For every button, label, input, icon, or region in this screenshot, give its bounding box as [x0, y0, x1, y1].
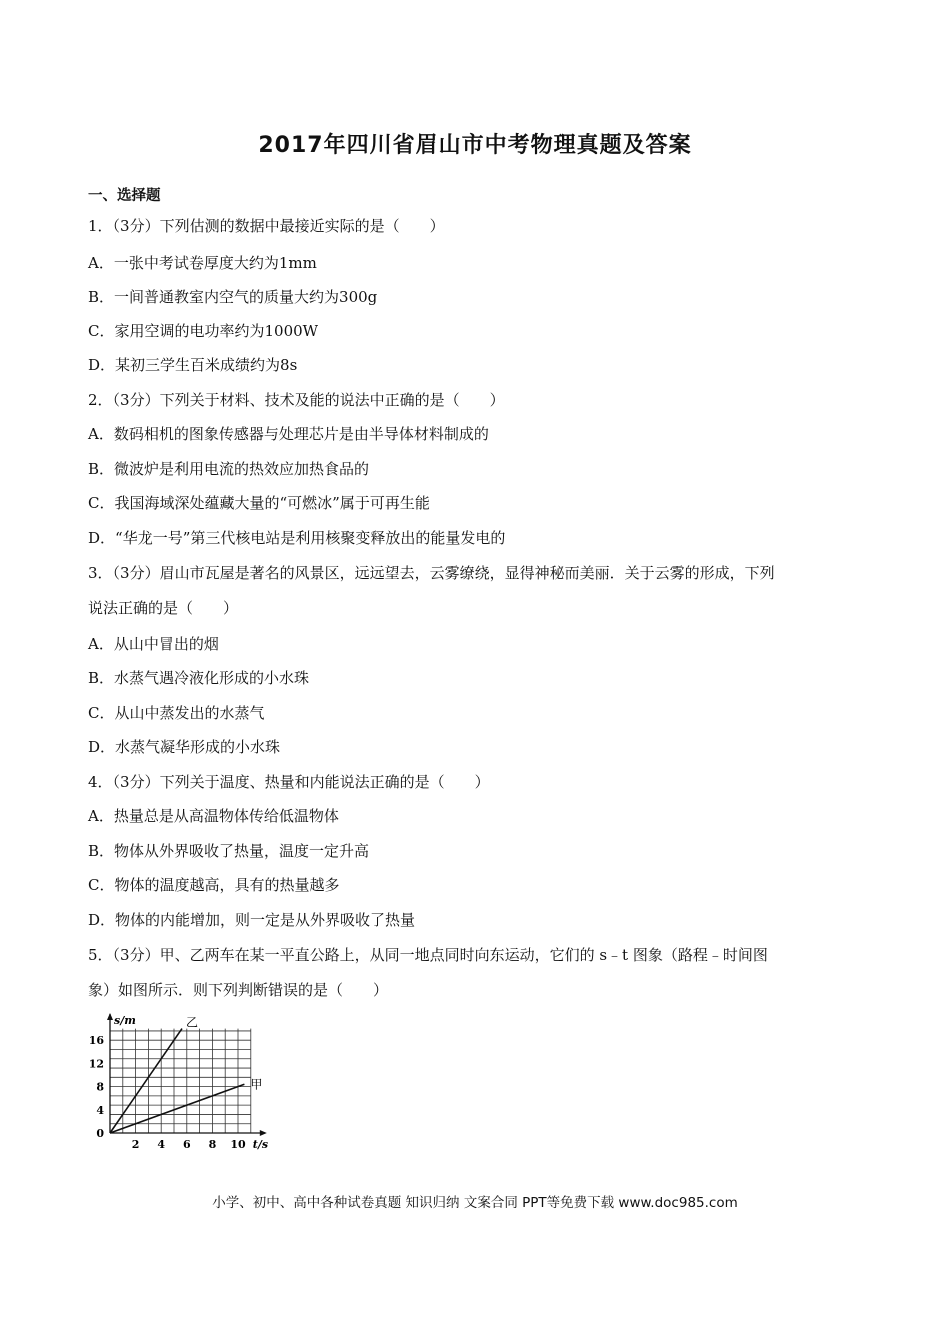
question-4-stem: 4．（3分）下列关于温度、热量和内能说法正确的是（ ）	[88, 773, 490, 791]
question-2-option-b: B．微波炉是利用电流的热效应加热食品的	[88, 460, 370, 478]
series-line-yi	[110, 1029, 182, 1133]
x-tick-label: 6	[182, 1138, 191, 1151]
question-2-option-a: A．数码相机的图象传感器与处理芯片是由半导体材料制成的	[88, 425, 489, 443]
question-1-option-c: C．家用空调的电功率约为1000W	[88, 322, 319, 340]
x-tick-label: 10	[230, 1138, 246, 1151]
question-2-option-d: D．“华龙一号”第三代核电站是利用核聚变释放出的能量发电的	[88, 529, 506, 547]
question-4-option-c: C．物体的温度越高，具有的热量越多	[88, 876, 340, 894]
y-tick-label: 16	[88, 1034, 104, 1048]
x-tick-label: 8	[208, 1138, 217, 1151]
x-axis-arrow	[260, 1130, 267, 1136]
question-3-option-a: A．从山中冒出的烟	[88, 635, 219, 653]
x-axis-label: t/s	[252, 1138, 269, 1151]
question-3-option-d: D．水蒸气凝华形成的小水珠	[88, 738, 281, 756]
page-title: 2017年四川省眉山市中考物理真题及答案	[258, 133, 692, 158]
question-3-option-b: B．水蒸气遇冷液化形成的小水珠	[88, 669, 310, 687]
y-tick-label: 8	[96, 1080, 104, 1094]
y-axis-arrow	[107, 1013, 113, 1020]
question-4-option-a: A．热量总是从高温物体传给低温物体	[88, 807, 339, 825]
question-5-stem-line-2: 象）如图所示．则下列判断错误的是（ ）	[88, 981, 389, 999]
y-tick-label: 12	[88, 1057, 104, 1071]
question-2-stem: 2．（3分）下列关于材料、技术及能的说法中正确的是（ ）	[88, 391, 505, 409]
question-3-stem-line-1: 3．（3分）眉山市瓦屋是著名的风景区，远远望去，云雾缭绕，显得神秘而美丽．关于云雾的形成，下列	[88, 564, 775, 582]
series-label-jia: 甲	[250, 1077, 263, 1092]
series-label-yi: 乙	[186, 1015, 199, 1030]
question-5-stem-line-1: 5．（3分）甲、乙两车在某一平直公路上，从同一地点同时向东运动，它们的 s﹣t 图象（路程﹣时间图	[88, 946, 768, 964]
question-1-option-d: D．某初三学生百米成绩约为8s	[88, 356, 298, 374]
question-4-option-b: B．物体从外界吸收了热量，温度一定升高	[88, 842, 370, 860]
section-heading: 一、选择题	[88, 188, 161, 204]
question-1-stem: 1．（3分）下列估测的数据中最接近实际的是（ ）	[88, 217, 445, 235]
x-tick-label: 2	[131, 1138, 140, 1151]
question-4-option-d: D．物体的内能增加，则一定是从外界吸收了热量	[88, 911, 416, 929]
y-tick-label: 0	[96, 1127, 104, 1140]
footer-watermark: 小学、初中、高中各种试卷真题 知识归纳 文案合同 PPT等免费下载 www.doc985.com	[212, 1195, 738, 1211]
question-2-option-c: C．我国海域深处蕴藏大量的“可燃冰”属于可再生能	[88, 494, 430, 512]
x-tick-label: 4	[157, 1138, 166, 1151]
st-graph	[86, 1012, 286, 1154]
y-axis-label: s/m	[114, 1014, 136, 1027]
series-line-jia	[110, 1084, 244, 1133]
question-1-option-a: A．一张中考试卷厚度大约为1mm	[88, 254, 317, 272]
st-graph-svg	[86, 1012, 286, 1154]
question-1-option-b: B．一间普通教室内空气的质量大约为300g	[88, 288, 378, 306]
question-3-stem-line-2: 说法正确的是（ ）	[88, 599, 239, 617]
y-tick-label: 4	[96, 1103, 104, 1117]
question-3-option-c: C．从山中蒸发出的水蒸气	[88, 704, 265, 722]
